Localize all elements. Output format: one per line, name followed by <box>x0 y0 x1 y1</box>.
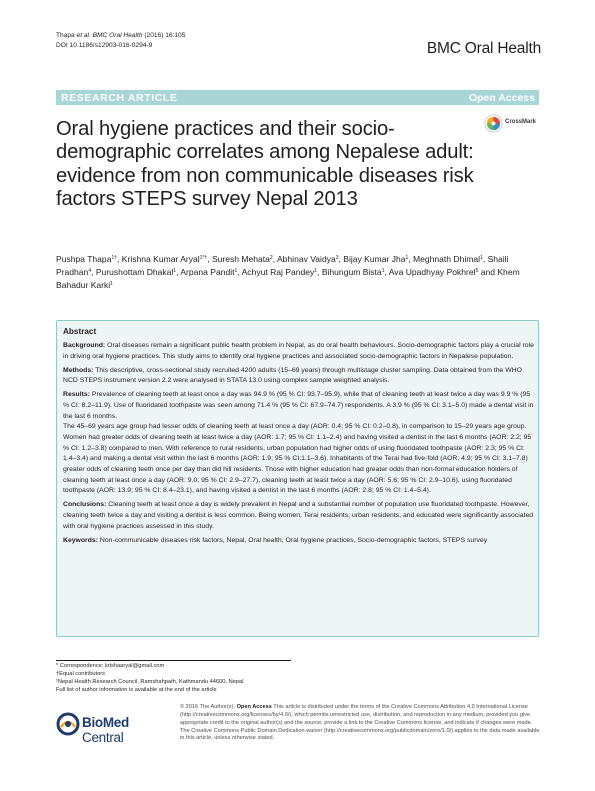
author-affiliation-marker: 1*† <box>199 255 208 261</box>
author-affiliation-marker: 4 <box>88 268 92 275</box>
citation-year: (2016) 16:105 <box>142 32 186 39</box>
conclusions-text: Cleaning teeth at least once a day is widely prevalent in Nepal and a substantial number of population use fluoridated toothpaste. However, cleaning teeth twice a day and visiting a dentist is less common. Being women, Terai residents, urban residents, and educated were significantly associated with oral hygiene practices assessed in this study. <box>63 501 534 530</box>
author-affiliation-marker: 1 <box>234 268 238 275</box>
abstract-keywords <box>63 536 534 547</box>
author-name[interactable] <box>212 254 273 264</box>
author-name[interactable] <box>389 267 479 277</box>
author-affiliation-marker: 1 <box>381 268 385 275</box>
background-label: Background: <box>63 342 106 349</box>
footnote-divider <box>56 660 291 661</box>
author-name-text: Bihungum Bista <box>321 267 382 278</box>
open-access-label: Open Access <box>468 91 535 104</box>
author-name[interactable] <box>96 267 176 277</box>
author-name[interactable] <box>413 254 483 264</box>
author-name-text: Arpana Pandit <box>180 267 235 278</box>
abstract-body <box>63 341 534 550</box>
author-affiliation-marker: 1 <box>314 268 318 275</box>
methods-text: This descriptive, cross-sectional study recruited 4200 adults (15–69 years) through multistage cluster sampling. Data obtained from the WHO NCD STEPS instrument version 2.2 were analysed in STATA 13.0 using complex sample weighted analysis. <box>63 366 522 385</box>
abstract-results-continued: The 45–69 years age group had lesser odds of cleaning teeth at least once a day (AOR: 0.4; 95 % CI: 0.2–0.8), in comparison to 15–29 years age group. Women had greater odds of cleaning teeth at least twice a day (AOR: 1.7; 95 % CI: 1.1–2.4) and having visited a dentist in the last 6 months (AOR: 2.2; 95 % CI: 1.2–3.8) compared to men. With reference to rural residents, urban population had higher odds of using fluoridated toothpaste (AOR: 2.3; 95 % CI: 1.4–3.4) and making a dental visit within the last 6 months (AOR: 1.9; 95 % CI:1.1–3.6). Inhabitants of the Terai had five-fold (AOR: 4.9; 95 % CI: 3.1–7.8) greater odds of cleaning teeth once per day than did hill residents. Those with higher education had greater odds than non-formal education holders of cleaning teeth at least once a day (AOR: 9.0; 95 % CI: 2.9–27.7), cleaning teeth at least twice a day (AOR: 5.6; 95 % CI: 2.9–10.6), using fluoridated toothpaste (AOR: 13.9; 95 % CI: 8.4–23.1), and having visited a dentist in the last 6 months (AOR: 2.8; 95 % CI: 1.4–5.4). <box>63 423 532 495</box>
author-name-text: Pushpa Thapa <box>56 254 112 264</box>
article-type-label: RESEARCH ARTICLE <box>61 91 178 104</box>
citation-line1 <box>56 31 185 41</box>
doi-link[interactable]: DOI 10.1186/s12903-016-0294-9 <box>56 41 153 49</box>
abstract-heading: Abstract <box>63 327 97 336</box>
license-open-access: Open Access <box>236 704 272 710</box>
author-name-text: Suresh Mehata <box>211 254 270 264</box>
citation-journal: et al. BMC Oral Health <box>76 32 143 39</box>
author-affiliation-marker: 1 <box>173 268 177 275</box>
author-name[interactable] <box>122 254 207 264</box>
results-text-1: Prevalence of cleaning teeth at least once a day was 94.9 % (95 % CI: 93.7–95.9), while that of cleaning teeth at least twice a day was 9.9 % (95 % CI: 8.2–11.9). Use of fluoridated toothpaste was seen among 71.4 % (95 % CI: 67.9–74.7) respondents. A 3.9 % (95 % CI: 3.1–5.0) made a dental visit in the last 6 months. <box>63 391 534 420</box>
author-affiliation-marker: 1 <box>405 255 409 261</box>
results-label: Results: <box>63 391 91 399</box>
license-text: This article is distributed under the terms of the Creative Commons Attribution 4.0 International License (http://creativecommons.org/licenses/by/4.0/), which permits unrestricted use, distribution, and reproduction in any medium, provided you give appropriate credit to the original author(s) and the source, provide a link to the Creative Commons license, and indicate if changes were made. The Creative Commons Public Domain Dedication waiver (http://creativecommons.org/publicdomain/zero/1.0/) applies to the data made available in this article, unless otherwise stated. <box>180 704 540 742</box>
author-affiliation-marker: 3 <box>335 255 339 261</box>
author-affiliation-marker: 5 <box>475 268 479 275</box>
author-name[interactable] <box>277 254 339 264</box>
author-name-text: Khem Bahadur Karki <box>56 267 520 291</box>
footnotes <box>56 662 296 694</box>
biomed-central-wordmark <box>82 715 171 745</box>
author-affiliation-marker: 1 <box>480 255 483 261</box>
biomed-text: BioMed <box>82 715 129 730</box>
crossmark-icon <box>484 114 503 133</box>
author-name-text: Ava Upadhyay Pokhrel <box>388 267 476 278</box>
author-name-text: Bijay Kumar Jha <box>343 254 406 264</box>
author-name-text: Krishna Kumar Aryal <box>121 254 200 264</box>
author-name-text: Shaili Pradhan <box>56 254 509 278</box>
author-info-note: Full list of author information is available at the end of the article <box>56 687 217 693</box>
methods-label: Methods: <box>63 366 94 374</box>
author-name[interactable] <box>242 267 317 277</box>
biomed-central-logo <box>56 712 171 745</box>
author-name[interactable] <box>180 267 237 277</box>
author-name-text: Achyut Raj Pandey <box>241 267 315 278</box>
license-copyright: © 2016 The Author(s). <box>180 704 237 710</box>
abstract-methods <box>63 366 534 387</box>
citation-header <box>56 31 185 50</box>
license-statement <box>180 704 542 743</box>
citation-authors: Thapa <box>56 32 77 39</box>
crossmark-label: CrossMark <box>505 119 537 125</box>
author-name[interactable] <box>322 267 385 277</box>
article-type-banner <box>56 90 539 105</box>
abstract-background <box>63 341 534 362</box>
author-list: Pushpa Thapa$^{1\dagger}$, Krishna Kumar Aryal$^{1*\dagger}$, Suresh Mehata$^2$, Abhinav Vaidya$^3$, Bijay Kumar Jha$^1$, Meghnath Dhimal$^1$, Shaili Pradhan$^4$, Purushottam Dhakal$^1$, Arpana Pandit$^1$, Achyut Raj Pandey$^1$, Bihungum Bista$^1$, Ava Upadhyay Pokhrel$^5$ and Khem Bahadur Karki$^1$ <box>56 254 520 291</box>
biomed-central-icon <box>56 712 80 736</box>
affiliation-1: ¹Nepal Health Research Council, Ramshahpath, Kathmandu 44600, Nepal <box>56 679 244 685</box>
author-name-text: Meghnath Dhimal <box>413 254 481 264</box>
correspondence-email[interactable]: * Correspondence: krishaaryal@gmail.com <box>56 663 165 669</box>
conclusions-label: Conclusions: <box>63 501 107 509</box>
abstract-results <box>63 390 534 422</box>
central-text: Central <box>82 730 124 745</box>
journal-name: BMC Oral Health <box>426 40 541 57</box>
author-affiliation-marker: 1† <box>111 255 118 261</box>
article-title: Oral hygiene practices and their socio-demographic correlates among Nepalese adult: evidence from non communicable diseases risk factors STEPS survey Nepal 2013 <box>56 118 474 210</box>
author-name[interactable] <box>56 254 117 264</box>
author-name[interactable] <box>343 254 408 264</box>
keywords-text: Non-communicable diseases risk factors, Nepal, Oral health, Oral hygiene practices, Socio-demographic factors, STEPS survey <box>98 536 488 544</box>
author-name-text: Purushottam Dhakal <box>95 267 174 278</box>
background-text: Oral diseases remain a significant public health problem in Nepal, as do oral health behaviours. Socio-demographic factors play a crucial role in driving oral hygiene practices. This study aims to identify oral hygiene practices and associated socio-demographic factors in Nepalese population. <box>63 342 534 360</box>
author-name-text: Abhinav Vaidya <box>276 254 336 264</box>
abstract-conclusions <box>63 500 534 532</box>
author-affiliation-marker: 2 <box>269 255 273 261</box>
crossmark-badge[interactable] <box>484 114 542 136</box>
keywords-label: Keywords: <box>63 536 98 544</box>
equal-contributors-note: †Equal contributors <box>56 671 106 677</box>
author-affiliation-marker: 1 <box>110 281 113 288</box>
